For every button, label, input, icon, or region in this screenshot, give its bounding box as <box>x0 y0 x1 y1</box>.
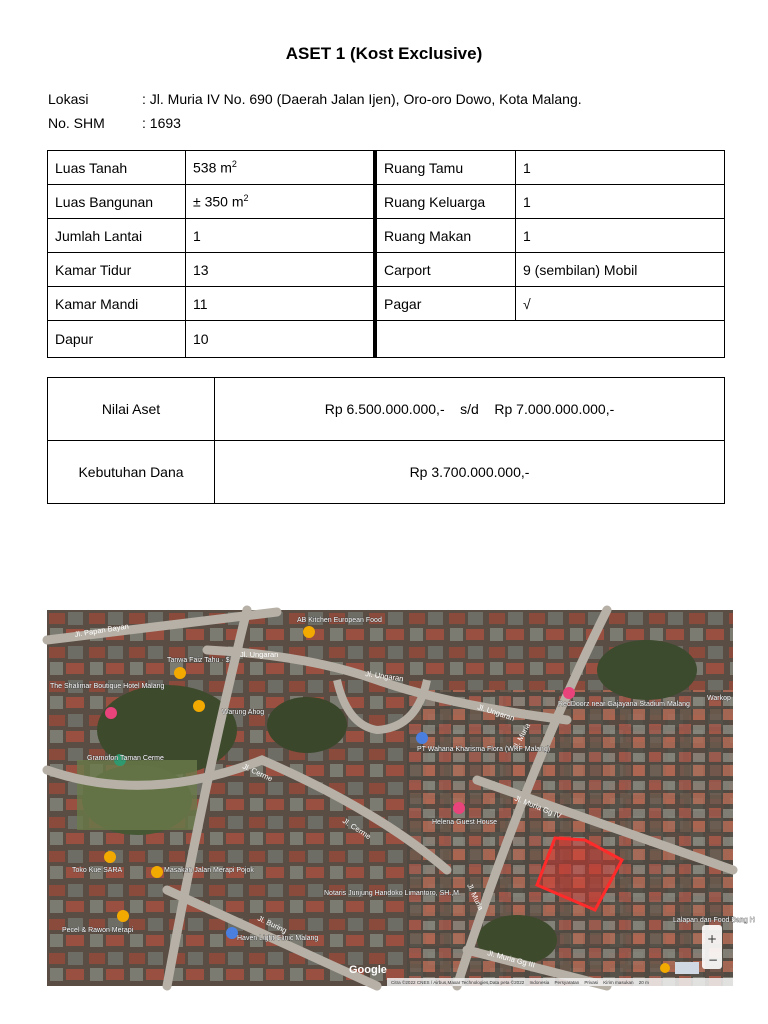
kamar-mandi-value: 11 <box>186 287 376 321</box>
layers-icon[interactable] <box>675 962 699 974</box>
place-label: Helena Guest House <box>432 819 497 826</box>
dapur-label: Dapur <box>48 321 186 358</box>
place-label: Masakan Jalan Merapi Pojok <box>164 867 254 874</box>
nilai-aset-value: Rp 6.500.000.000,- s/d Rp 7.000.000.000,- <box>215 378 725 441</box>
place-label: Pecel & Rawon Merapi <box>62 927 134 934</box>
zoom-in-icon: + <box>707 932 718 946</box>
ruang-keluarga-value: 1 <box>516 185 725 219</box>
pagar-label: Pagar <box>375 287 516 321</box>
table-row <box>48 219 725 253</box>
spec-table <box>47 150 725 358</box>
kamar-tidur-label: Kamar Tidur <box>48 253 186 287</box>
luas-bangunan-value: ± 350 $m^2$ <box>186 185 376 219</box>
kebutuhan-dana-label: Kebutuhan Dana <box>48 441 215 504</box>
place-label: Notaris Junjung Handoko Limantoro, SH.,M. <box>324 890 461 897</box>
kebutuhan-dana-value: Rp 3.700.000.000,- <box>215 441 725 504</box>
street-label: Jl. Muria <box>465 882 486 912</box>
street-label: Jl. Ungaran <box>476 702 516 723</box>
shm-line <box>48 115 181 131</box>
table-row <box>48 378 725 441</box>
place-label: PT Wahana Kharisma Flora (WKF Malang) <box>417 746 551 753</box>
pagar-value: √ <box>516 287 725 321</box>
location-line <box>48 91 582 107</box>
table-row <box>48 185 725 219</box>
table-row <box>48 253 725 287</box>
luas-bangunan-label: Luas Bangunan <box>48 185 186 219</box>
page-title: ASET 1 (Kost Exclusive) <box>285 44 483 63</box>
dapur-value: 10 <box>186 321 376 358</box>
ruang-tamu-value: 1 <box>516 151 725 185</box>
carport-value: 9 (sembilan) Mobil <box>516 253 725 287</box>
jumlah-lantai-value: 1 <box>186 219 376 253</box>
jumlah-lantai-label: Jumlah Lantai <box>48 219 186 253</box>
satellite-map[interactable] <box>47 610 755 986</box>
ruang-makan-value: 1 <box>516 219 725 253</box>
street-label: Jl. Muria Gg III <box>486 948 536 970</box>
place-label: Haven Light Clinic Malang <box>237 935 319 942</box>
carport-label: Carport <box>375 253 516 287</box>
street-label: Jl. Ungaran <box>240 650 279 659</box>
place-label: The Shalimar Boutique Hotel Malang <box>50 683 165 690</box>
shm-value: : 1693 <box>142 115 181 131</box>
place-label: Gramofon Taman Cerme <box>87 755 164 762</box>
luas-tanah-label: Luas Tanah <box>48 151 186 185</box>
nilai-aset-label: Nilai Aset <box>48 378 215 441</box>
pegman-icon[interactable] <box>660 963 670 973</box>
google-logo: Google <box>349 964 387 976</box>
table-row <box>48 287 725 321</box>
location-value: : Jl. Muria IV No. 690 (Daerah Jalan Ijen), Oro-oro Dowo, Kota Malang. <box>142 91 582 107</box>
kamar-mandi-label: Kamar Mandi <box>48 287 186 321</box>
place-label: Tanwa Faiz Tahu · $ <box>167 657 230 664</box>
street-label: Jl. Cerme <box>340 816 373 842</box>
place-label: Warkop <box>707 695 731 702</box>
zoom-out-icon: − <box>708 953 719 967</box>
kamar-tidur-value: 13 <box>186 253 376 287</box>
ruang-tamu-label: Ruang Tamu <box>375 151 516 185</box>
location-label: Lokasi <box>48 91 89 107</box>
shm-label: No. SHM <box>48 115 105 131</box>
place-label: Toko Kue SARA <box>72 867 123 874</box>
valuation-table <box>47 377 725 504</box>
place-label: Lalapan dan Food Bang H <box>673 917 755 924</box>
table-row <box>48 321 725 358</box>
map-attribution: Citra ©2022 CNES / Airbus,Maxar Technologies,Data peta ©2022 Indonesia Persyaratan Privasi Kirim masukan 20 m <box>391 980 649 985</box>
place-label: Warung Ahog <box>222 709 265 716</box>
street-label: Jl. Muria Gg IV <box>513 793 563 821</box>
luas-tanah-value: 538 $m^2$ <box>186 151 376 185</box>
ruang-makan-label: Ruang Makan <box>375 219 516 253</box>
street-label: Jl. Buring <box>256 913 289 936</box>
place-label: RedDoorz near Gajayana Stadium Malang <box>558 701 690 708</box>
place-label: AB Kitchen European Food <box>297 617 382 624</box>
table-row <box>48 441 725 504</box>
street-label: Jl. Papan Bayan <box>73 621 130 639</box>
table-row <box>48 151 725 185</box>
street-label: Jl. Muria <box>510 721 533 751</box>
ruang-keluarga-label: Ruang Keluarga <box>375 185 516 219</box>
street-label: Jl. Cerme <box>241 761 275 784</box>
empty-cell <box>375 321 725 358</box>
street-label: Jl. Ungaran <box>364 669 404 684</box>
